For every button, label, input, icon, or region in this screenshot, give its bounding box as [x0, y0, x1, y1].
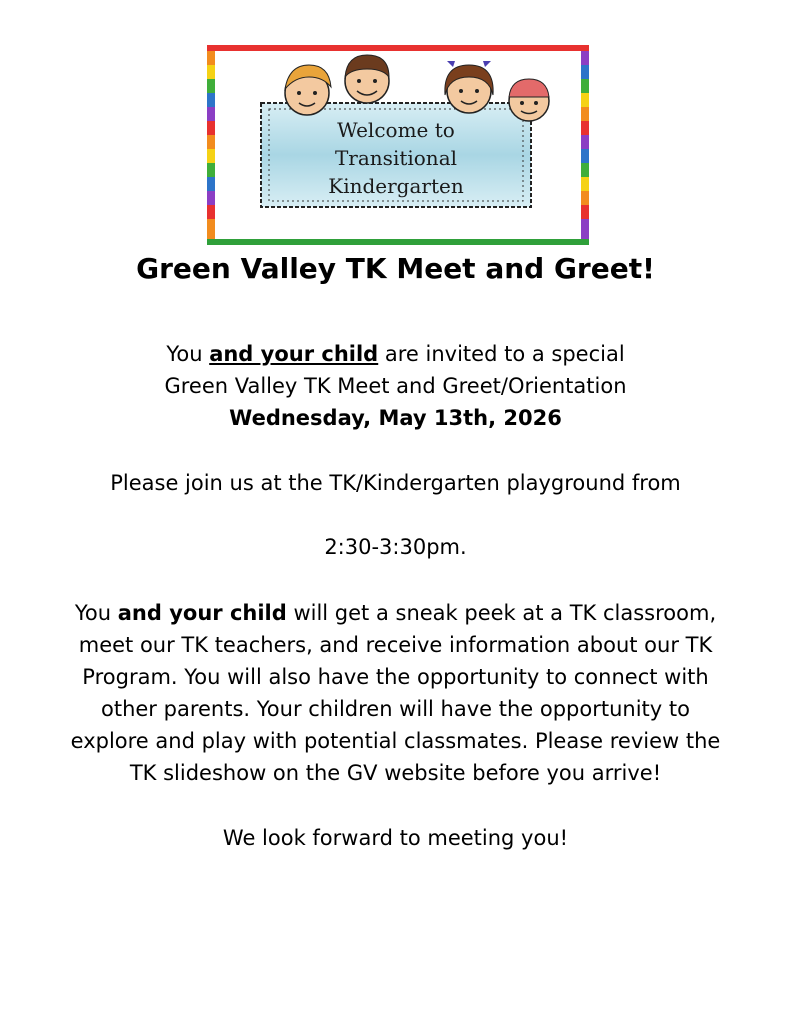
details-line-4: other parents. Your children will have the opportunity to [101, 697, 690, 721]
invite-emphasis: and your child [209, 342, 379, 366]
details-line-3: Program. You will also have the opportunity to connect with [82, 665, 709, 689]
child-face-2-icon [345, 55, 389, 103]
invite-line-2: Green Valley TK Meet and Greet/Orientation [164, 374, 627, 398]
banner-text-line-2: Transitional [334, 146, 458, 170]
details-line-5: explore and play with potential classmates. Please review the [70, 729, 721, 753]
banner-text-line-3: Kindergarten [328, 174, 464, 198]
details-emphasis: and your child [117, 601, 287, 625]
event-time: 2:30-3:30pm. [324, 535, 467, 559]
child-face-4-icon [509, 79, 549, 121]
headline: Green Valley TK Meet and Greet! [136, 252, 655, 285]
details-line-2: meet our TK teachers, and receive information about our TK [78, 633, 713, 657]
welcome-banner-image [207, 45, 589, 245]
welcome-banner-graphic [207, 45, 589, 245]
event-date: Wednesday, May 13th, 2026 [229, 406, 562, 430]
details-line-6: TK slideshow on the GV website before you arrive! [129, 761, 662, 785]
child-face-3-icon [445, 61, 493, 113]
location-line: Please join us at the TK/Kindergarten playground from [110, 471, 681, 495]
invite-line-1: You and your child are invited to a special [166, 342, 625, 366]
closing-line: We look forward to meeting you! [222, 826, 569, 850]
banner-text-line-1: Welcome to [337, 118, 455, 142]
child-face-1-icon [285, 65, 331, 115]
details-line-1: You and your child will get a sneak peek at a TK classroom, [74, 601, 717, 625]
